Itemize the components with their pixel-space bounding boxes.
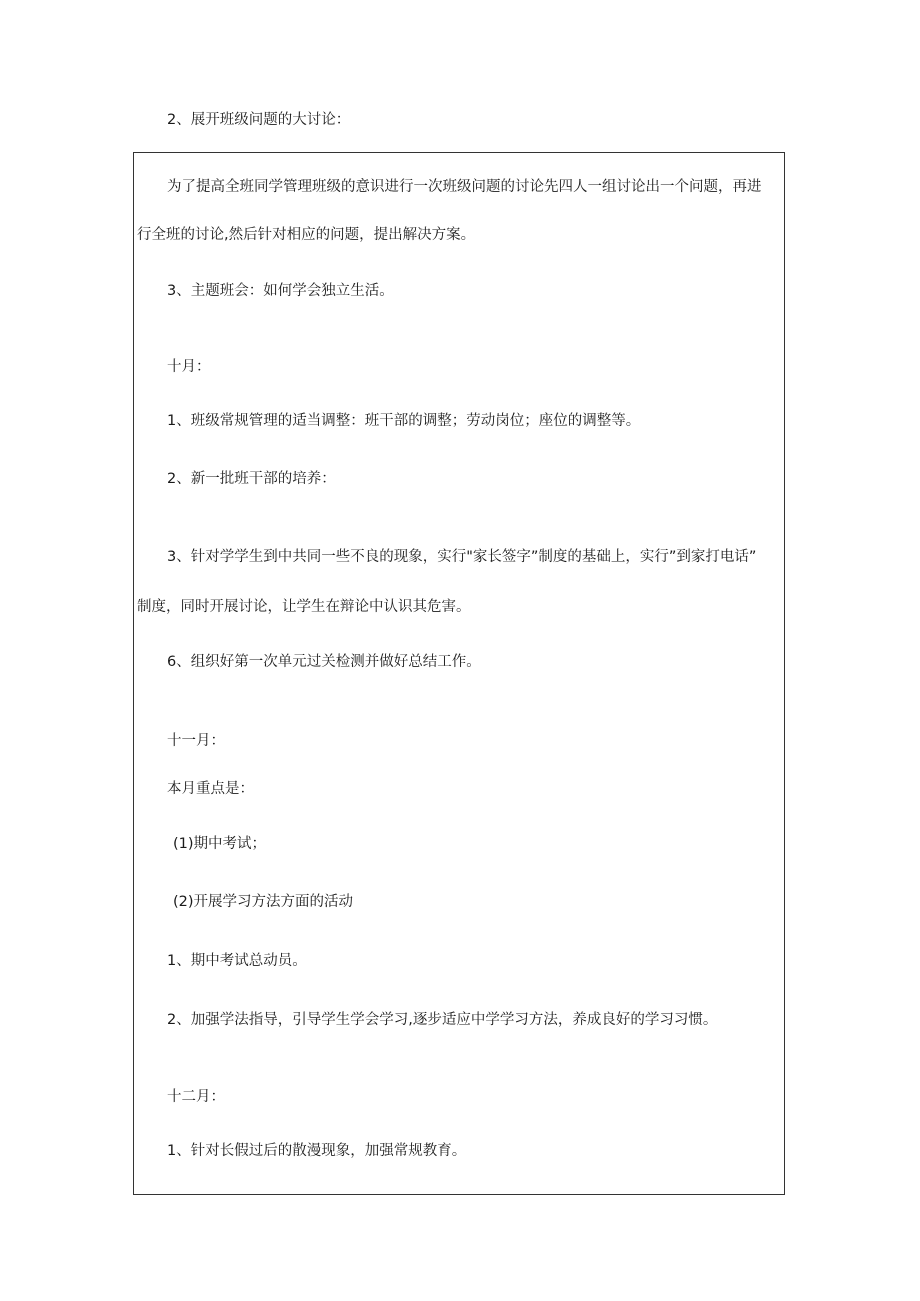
november-focus-2: (2)开展学习方法方面的活动 [173,894,354,910]
october-item-3-line1: 3、针对学学生到中共同一些不良的现象，实行"家长签字”制度的基础上，实行”到家打电话” [167,549,757,565]
november-heading: 十一月： [167,733,225,749]
intro-heading: 2、展开班级问题的大讨论： [167,112,351,128]
december-item-1: 1、针对长假过后的散漫现象，加强常规教育。 [167,1143,467,1159]
october-item-6: 6、组织好第一次单元过关检测并做好总结工作。 [167,654,481,670]
october-item-1: 1、班级常规管理的适当调整：班干部的调整；劳动岗位；座位的调整等。 [167,413,641,429]
november-focus-label: 本月重点是： [167,781,254,797]
november-focus-1: (1)期中考试； [173,836,267,852]
plan-content-box [133,152,785,1195]
discussion-text-line1: 为了提高全班同学管理班级的意识进行一次班级问题的讨论先四人一组讨论出一个问题，再进 [167,179,762,195]
november-item-2: 2、加强学法指导，引导学生学会学习,逐步适应中学学习方法，养成良好的学习习惯。 [167,1012,718,1028]
november-item-1: 1、期中考试总动员。 [167,953,307,969]
discussion-text-line2: 行全班的讨论,然后针对相应的问题，提出解决方案。 [137,227,476,243]
october-item-2: 2、新一批班干部的培养： [167,471,336,487]
october-heading: 十月： [167,359,211,375]
december-heading: 十二月： [167,1089,225,1105]
october-item-3-line2: 制度，同时开展讨论，让学生在辩论中认识其危害。 [137,599,471,615]
theme-meeting-item: 3、主题班会：如何学会独立生活。 [167,283,394,299]
